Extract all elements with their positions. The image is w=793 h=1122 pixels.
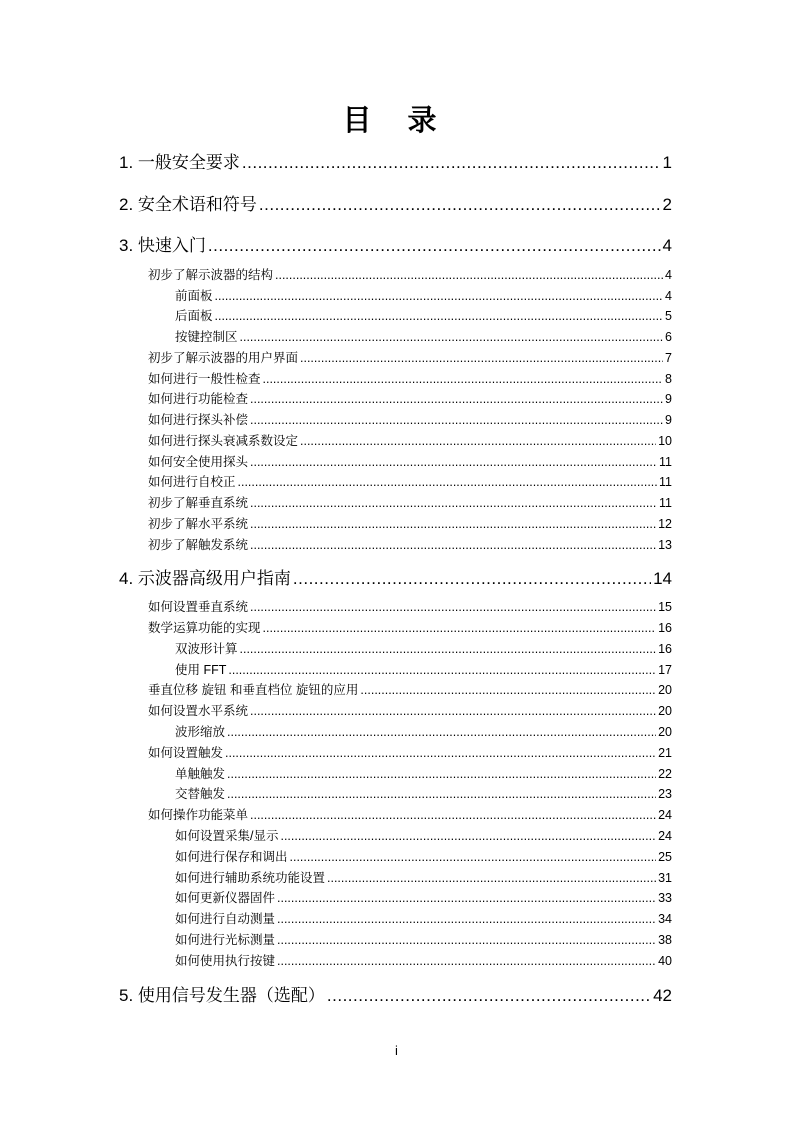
toc-entry-title: 5. 使用信号发生器（选配） (119, 986, 325, 1005)
toc-entry-title: 初步了解水平系统 (148, 517, 249, 531)
toc-entry-title: 3. 快速入门 (119, 236, 206, 255)
toc-leader-dots (228, 663, 656, 677)
toc-entry-title: 如何使用执行按键 (175, 954, 276, 968)
toc-entry-page: 12 (658, 517, 672, 531)
toc-leader-dots (300, 351, 663, 365)
toc-entry[interactable] (148, 452, 672, 470)
toc-entry[interactable] (175, 826, 672, 844)
toc-entry-title: 如何设置触发 (148, 746, 224, 760)
toc-entry[interactable] (148, 743, 672, 761)
toc-entry[interactable] (175, 660, 672, 678)
toc-entry-page: 4 (665, 268, 672, 282)
toc-entry-title: 如何进行光标测量 (175, 933, 276, 947)
toc-entry[interactable] (148, 805, 672, 823)
toc-leader-dots (327, 986, 651, 1006)
toc-leader-dots (259, 195, 661, 215)
toc-leader-dots (300, 434, 656, 448)
toc-leader-dots (263, 372, 664, 386)
toc-entry[interactable] (175, 784, 672, 802)
toc-entry[interactable] (119, 564, 672, 588)
page-number: i (395, 1043, 398, 1058)
toc-entry-title: 如何进行自校正 (148, 475, 236, 489)
toc-entry-page: 16 (658, 642, 672, 656)
toc-entry-page: 40 (658, 954, 672, 968)
toc-leader-dots (250, 538, 656, 552)
toc-entry-title: 数学运算功能的实现 (148, 621, 261, 635)
toc-entry-title: 1. 一般安全要求 (119, 153, 240, 172)
toc-entry-page: 38 (658, 933, 672, 947)
toc-leader-dots (293, 569, 651, 589)
toc-leader-dots (240, 330, 664, 344)
toc-entry-page: 1 (662, 153, 672, 172)
toc-leader-dots (250, 496, 657, 510)
toc-entry-title: 如何设置采集/显示 (175, 829, 279, 843)
toc-entry[interactable] (148, 472, 672, 490)
toc-leader-dots (250, 413, 663, 427)
toc-leader-dots (227, 767, 656, 781)
toc-entry[interactable] (148, 265, 672, 283)
toc-entry-page: 31 (658, 871, 672, 885)
toc-entry-page: 5 (665, 309, 672, 323)
toc-entry-page: 34 (658, 912, 672, 926)
toc-entry[interactable] (175, 847, 672, 865)
toc-entry-title: 如何进行保存和调出 (175, 850, 288, 864)
toc-entry-page: 23 (658, 787, 672, 801)
toc-entry-title: 初步了解示波器的用户界面 (148, 351, 299, 365)
toc-entry[interactable] (148, 431, 672, 449)
toc-entry-title: 如何设置垂直系统 (148, 600, 249, 614)
toc-entry[interactable] (148, 597, 672, 615)
toc-entry[interactable] (175, 722, 672, 740)
toc-entry[interactable] (175, 306, 672, 324)
toc-leader-dots (250, 455, 657, 469)
toc-entry-page: 20 (658, 704, 672, 718)
toc-entry-title: 按键控制区 (175, 330, 238, 344)
toc-entry-page: 24 (658, 808, 672, 822)
toc-entry-title: 双波形计算 (175, 642, 238, 656)
toc-entry-title: 如何更新仪器固件 (175, 891, 276, 905)
toc-entry-page: 20 (658, 683, 672, 697)
toc-entry-page: 42 (653, 986, 672, 1005)
toc-entry[interactable] (148, 493, 672, 511)
toc-entry[interactable] (119, 981, 672, 1005)
toc-entry[interactable] (148, 701, 672, 719)
toc-leader-dots (277, 891, 656, 905)
toc-leader-dots (227, 787, 656, 801)
toc-entry-title: 如何进行一般性检查 (148, 372, 261, 386)
toc-leader-dots (250, 704, 656, 718)
toc-entry-page: 16 (658, 621, 672, 635)
toc-entry[interactable] (175, 764, 672, 782)
toc-entry[interactable] (148, 410, 672, 428)
toc-entry-title: 4. 示波器高级用户指南 (119, 569, 291, 588)
toc-entry-title: 初步了解示波器的结构 (148, 268, 274, 282)
toc-entry[interactable] (148, 680, 672, 698)
toc-entry[interactable] (175, 951, 672, 969)
toc-leader-dots (242, 153, 661, 173)
toc-leader-dots (250, 517, 656, 531)
toc-leader-dots (360, 683, 656, 697)
toc-entry-title: 初步了解触发系统 (148, 538, 249, 552)
toc-entry-title: 交替触发 (175, 787, 226, 801)
toc-entry-page: 21 (658, 746, 672, 760)
toc-entry[interactable] (119, 148, 672, 172)
toc-entry-page: 17 (658, 663, 672, 677)
toc-entry[interactable] (175, 639, 672, 657)
toc-entry[interactable] (175, 888, 672, 906)
toc-leader-dots (327, 871, 656, 885)
toc-leader-dots (250, 808, 656, 822)
toc-leader-dots (240, 642, 657, 656)
toc-entry-title: 如何进行功能检查 (148, 392, 249, 406)
toc-leader-dots (277, 954, 656, 968)
toc-entry-title: 后面板 (175, 309, 213, 323)
toc-entry-title: 如何进行自动测量 (175, 912, 276, 926)
toc-leader-dots (277, 933, 656, 947)
toc-entry-page: 6 (665, 330, 672, 344)
toc-entry[interactable] (175, 930, 672, 948)
toc-entry-title: 前面板 (175, 289, 213, 303)
toc-leader-dots (225, 746, 656, 760)
toc-entry[interactable] (175, 868, 672, 886)
toc-leader-dots (215, 309, 664, 323)
toc-entry-title: 使用 FFT (175, 663, 227, 677)
toc-entry-page: 22 (658, 767, 672, 781)
toc-entry-page: 11 (659, 496, 672, 510)
toc-entry-page: 10 (658, 434, 672, 448)
toc-leader-dots (280, 829, 656, 843)
toc-leader-dots (215, 289, 664, 303)
toc-entry-page: 20 (658, 725, 672, 739)
toc-entry[interactable] (148, 369, 672, 387)
toc-entry-title: 单触触发 (175, 767, 226, 781)
toc-entry-page: 33 (658, 891, 672, 905)
toc-entry[interactable] (119, 231, 672, 255)
toc-entry[interactable] (175, 286, 672, 304)
toc-entry[interactable] (148, 514, 672, 532)
toc-entry-page: 2 (662, 195, 672, 214)
toc-entry-title: 2. 安全术语和符号 (119, 195, 257, 214)
toc-entry-page: 15 (658, 600, 672, 614)
toc-leader-dots (238, 475, 658, 489)
toc-entry-page: 9 (665, 413, 672, 427)
toc-leader-dots (277, 912, 656, 926)
toc-entry[interactable] (148, 535, 672, 553)
toc-leader-dots (275, 268, 663, 282)
toc-leader-dots (227, 725, 656, 739)
toc-entry[interactable] (175, 327, 672, 345)
toc-leader-dots (250, 600, 656, 614)
toc-leader-dots (208, 236, 661, 256)
toc-entry-page: 11 (659, 475, 672, 489)
toc-entry-title: 波形缩放 (175, 725, 226, 739)
toc-leader-dots (263, 621, 657, 635)
toc-entry-title: 如何进行探头衰减系数设定 (148, 434, 299, 448)
toc-entry-page: 11 (659, 455, 672, 469)
toc-entry-page: 4 (662, 236, 672, 255)
toc-entry[interactable] (148, 618, 672, 636)
toc-entry[interactable] (175, 909, 672, 927)
toc-entry-title: 如何设置水平系统 (148, 704, 249, 718)
toc-entry-title: 如何安全使用探头 (148, 455, 249, 469)
page-title: 目 录 (342, 105, 451, 137)
toc-entry[interactable] (148, 348, 672, 366)
toc-entry-page: 14 (653, 569, 672, 588)
toc-entry-page: 24 (658, 829, 672, 843)
toc-entry-page: 25 (658, 850, 672, 864)
toc-entry-page: 13 (658, 538, 672, 552)
toc-entry-page: 9 (665, 392, 672, 406)
toc-entry[interactable] (148, 389, 672, 407)
toc-leader-dots (250, 392, 663, 406)
toc-entry-page: 8 (665, 372, 672, 386)
toc-entry[interactable] (119, 190, 672, 214)
toc-entry-page: 4 (665, 289, 672, 303)
toc-entry-title: 如何进行辅助系统功能设置 (175, 871, 326, 885)
toc-entry-title: 如何操作功能菜单 (148, 808, 249, 822)
toc-entry-title: 垂直位移 旋钮 和垂直档位 旋钮的应用 (148, 683, 359, 697)
toc-entry-title: 初步了解垂直系统 (148, 496, 249, 510)
toc-entry-title: 如何进行探头补偿 (148, 413, 249, 427)
toc-entry-page: 7 (665, 351, 672, 365)
toc-leader-dots (290, 850, 657, 864)
